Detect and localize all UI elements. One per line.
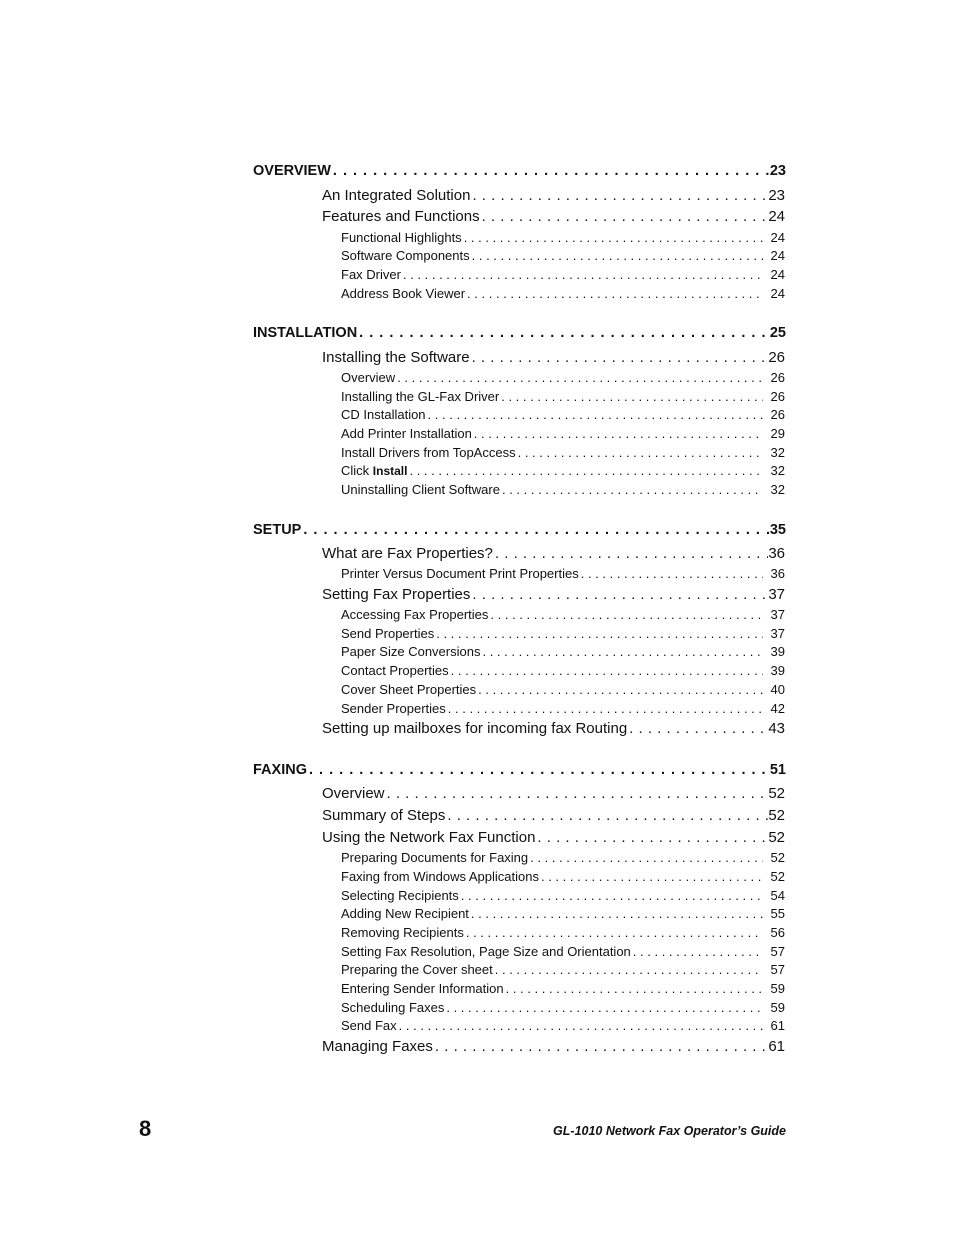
toc-entry-page: 23 <box>769 163 786 179</box>
toc-entry[interactable] <box>253 325 786 345</box>
toc-entry-page: 36 <box>770 566 785 581</box>
toc-entry[interactable] <box>341 370 785 387</box>
dot-leader <box>504 981 763 996</box>
toc-entry[interactable] <box>322 785 785 805</box>
toc-entry[interactable] <box>341 701 785 718</box>
toc-entry-title: Overview <box>322 785 385 802</box>
toc-entry-page: 37 <box>770 626 785 641</box>
toc-entry-page: 51 <box>769 762 786 778</box>
toc-entry-page: 24 <box>770 248 785 263</box>
toc-entry[interactable] <box>341 445 785 462</box>
toc-entry-title: An Integrated Solution <box>322 187 471 204</box>
toc-entry-page: 37 <box>768 586 785 603</box>
toc-entry-page: 32 <box>770 463 785 478</box>
dot-leader <box>631 944 763 959</box>
toc-entry-title: Preparing Documents for Faxing <box>341 850 529 865</box>
toc-entry-page: 61 <box>770 1018 785 1033</box>
toc-entry-title: Removing Recipients <box>341 925 464 940</box>
toc-entry-page: 29 <box>770 426 785 441</box>
toc-entry[interactable] <box>322 187 785 207</box>
toc-entry-page: 25 <box>769 325 786 341</box>
toc-entry-title: Using the Network Fax Function <box>322 829 536 846</box>
toc-entry-title: INSTALLATION <box>253 325 358 341</box>
dot-leader <box>401 267 763 282</box>
page-number: 8 <box>139 1116 152 1141</box>
toc-entry-title: Summary of Steps <box>322 807 446 824</box>
dot-leader <box>472 426 763 441</box>
toc-entry[interactable] <box>341 230 785 247</box>
toc-entry-page: 32 <box>770 482 785 497</box>
toc-entry-title: Functional Highlights <box>341 230 462 245</box>
toc-entry[interactable] <box>341 663 785 680</box>
toc-entry-page: 39 <box>770 663 785 678</box>
toc-entry-page: 26 <box>770 407 785 422</box>
dot-leader <box>445 807 768 824</box>
toc-entry[interactable] <box>341 286 785 303</box>
footer-title: GL-1010 Network Fax Operator’s Guide <box>553 1124 786 1138</box>
dot-leader <box>464 925 763 940</box>
toc-entry-page: 55 <box>770 906 785 921</box>
dot-leader <box>449 663 763 678</box>
dot-leader <box>470 187 768 204</box>
toc-entry-page: 26 <box>768 349 785 366</box>
toc-entry-title: Printer Versus Document Print Properties <box>341 566 579 581</box>
toc-entry-title: CD Installation <box>341 407 426 422</box>
toc-entry-title: Adding New Recipient <box>341 906 469 921</box>
toc-entry[interactable] <box>341 626 785 643</box>
dot-leader <box>499 389 763 404</box>
toc-entry-title: Sender Properties <box>341 701 446 716</box>
toc-entry-page: 57 <box>770 944 785 959</box>
toc-entry-title: Setting up mailboxes for incoming fax Routing <box>322 720 628 737</box>
toc-entry[interactable] <box>322 1038 785 1058</box>
dot-leader <box>331 163 770 179</box>
toc-entry-page: 24 <box>770 286 785 301</box>
toc-entry-title: Software Components <box>341 248 470 263</box>
toc-entry[interactable] <box>341 906 785 923</box>
dot-leader <box>516 445 763 460</box>
toc-entry-page: 52 <box>768 829 785 846</box>
toc-entry-page: 36 <box>768 545 785 562</box>
toc-entry[interactable] <box>253 522 786 542</box>
toc-entry[interactable] <box>341 407 785 424</box>
dot-leader <box>493 962 763 977</box>
toc-entry[interactable] <box>253 163 786 183</box>
dot-leader <box>535 829 768 846</box>
toc-entry-title: Managing Faxes <box>322 1038 433 1055</box>
toc-entry[interactable] <box>341 1000 785 1017</box>
dot-leader <box>627 720 768 737</box>
toc-entry-title: FAXING <box>253 762 307 778</box>
toc-entry-page: 32 <box>770 445 785 460</box>
dot-leader <box>480 644 763 659</box>
dot-leader <box>488 607 763 622</box>
toc-entry-page: 26 <box>770 370 785 385</box>
toc-entry-title: Setting Fax Resolution, Page Size and Orientation <box>341 944 631 959</box>
toc-entry-page: 52 <box>770 869 785 884</box>
toc-entry[interactable] <box>341 389 785 406</box>
toc-entry-page: 40 <box>770 682 785 697</box>
toc-entry-page: 57 <box>770 962 785 977</box>
toc-entry-title: OVERVIEW <box>253 163 331 179</box>
toc-entry[interactable] <box>341 566 785 583</box>
toc-entry-title: Send Properties <box>341 626 435 641</box>
toc-entry[interactable] <box>341 850 785 867</box>
toc-entry[interactable] <box>322 829 785 849</box>
toc-entry[interactable] <box>341 944 785 961</box>
dot-leader <box>426 407 763 422</box>
toc-entry-title: Overview <box>341 370 396 385</box>
toc-entry-title: Features and Functions <box>322 208 480 225</box>
dot-leader <box>307 762 770 778</box>
toc-entry-page: 52 <box>768 785 785 802</box>
toc-entry-title: Cover Sheet Properties <box>341 682 477 697</box>
toc-entry-page: 43 <box>768 720 785 737</box>
toc-entry-page: 42 <box>770 701 785 716</box>
toc-entry[interactable] <box>341 426 785 443</box>
toc-entry-page: 24 <box>770 267 785 282</box>
toc-entry[interactable] <box>341 981 785 998</box>
toc-entry-title: Install Drivers from TopAccess <box>341 445 516 460</box>
toc-entry[interactable] <box>341 482 785 499</box>
toc-entry-page: 61 <box>768 1038 785 1055</box>
toc-entry-title: Add Printer Installation <box>341 426 472 441</box>
toc-entry[interactable] <box>322 208 785 228</box>
toc-entry-title: Installing the Software <box>322 349 470 366</box>
dot-leader <box>395 370 763 385</box>
toc-entry-title: Accessing Fax Properties <box>341 607 489 622</box>
toc-entry-title: Selecting Recipients <box>341 888 459 903</box>
toc-entry[interactable] <box>341 607 785 624</box>
dot-leader <box>500 482 763 497</box>
dot-leader <box>470 586 768 603</box>
toc-entry[interactable] <box>341 1018 785 1035</box>
dot-leader <box>470 248 763 263</box>
dot-leader <box>433 1038 768 1055</box>
toc-entry-page: 39 <box>770 644 785 659</box>
dot-leader <box>446 701 763 716</box>
dot-leader <box>434 626 763 641</box>
toc-entry-title: Click Install <box>341 463 408 478</box>
toc-entry-title: Send Fax <box>341 1018 397 1033</box>
toc-entry[interactable] <box>322 720 785 740</box>
toc-entry-title: Paper Size Conversions <box>341 644 481 659</box>
toc-entry-title: Scheduling Faxes <box>341 1000 445 1015</box>
toc-entry-title-bold: Install <box>372 464 408 478</box>
toc-entry-page: 37 <box>770 607 785 622</box>
toc-entry-page: 26 <box>770 389 785 404</box>
toc-entry-title: Preparing the Cover sheet <box>341 962 493 977</box>
toc-entry-title: Setting Fax Properties <box>322 586 471 603</box>
toc-entry[interactable] <box>253 762 786 782</box>
dot-leader <box>480 208 769 225</box>
toc-entry[interactable] <box>341 888 785 905</box>
toc-entry-title: Installing the GL-Fax Driver <box>341 389 500 404</box>
dot-leader <box>528 850 763 865</box>
dot-leader <box>397 1018 763 1033</box>
toc-entry-title: Entering Sender Information <box>341 981 504 996</box>
toc-entry-title: SETUP <box>253 522 302 538</box>
dot-leader <box>459 888 763 903</box>
dot-leader <box>539 869 763 884</box>
dot-leader <box>301 522 770 538</box>
toc-entry[interactable] <box>341 463 785 480</box>
dot-leader <box>357 325 770 341</box>
dot-leader <box>465 286 763 301</box>
toc-entry-page: 35 <box>769 522 786 538</box>
dot-leader <box>469 906 763 921</box>
dot-leader <box>470 349 769 366</box>
toc-entry-page: 59 <box>770 1000 785 1015</box>
dot-leader <box>385 785 769 802</box>
toc-entry[interactable] <box>322 807 785 827</box>
dot-leader <box>579 566 763 581</box>
dot-leader <box>444 1000 763 1015</box>
toc-entry-page: 24 <box>770 230 785 245</box>
toc-entry-title: Fax Driver <box>341 267 401 282</box>
toc-entry-title: Address Book Viewer <box>341 286 466 301</box>
toc-entry-page: 23 <box>768 187 785 204</box>
toc-entry-title: Contact Properties <box>341 663 449 678</box>
toc-entry-title: What are Fax Properties? <box>322 545 493 562</box>
toc-entry-page: 54 <box>770 888 785 903</box>
toc-entry-page: 24 <box>768 208 785 225</box>
toc-entry-page: 56 <box>770 925 785 940</box>
toc-entry[interactable] <box>341 925 785 942</box>
toc-entry[interactable] <box>322 545 785 565</box>
toc-entry[interactable] <box>341 644 785 661</box>
dot-leader <box>407 463 763 478</box>
toc-entry[interactable] <box>341 869 785 886</box>
toc-entry-page: 52 <box>770 850 785 865</box>
toc-entry-page: 59 <box>770 981 785 996</box>
toc-entry[interactable] <box>322 586 785 606</box>
toc-entry[interactable] <box>341 267 785 284</box>
dot-leader <box>462 230 763 245</box>
dot-leader <box>476 682 763 697</box>
toc-entry[interactable] <box>322 349 785 369</box>
toc-entry-title: Uninstalling Client Software <box>341 482 500 497</box>
toc-entry[interactable] <box>341 962 785 979</box>
toc-entry-page: 52 <box>768 807 785 824</box>
dot-leader <box>493 545 768 562</box>
toc-entry-title: Faxing from Windows Applications <box>341 869 539 884</box>
toc-entry[interactable] <box>341 248 785 265</box>
toc-entry[interactable] <box>341 682 785 699</box>
